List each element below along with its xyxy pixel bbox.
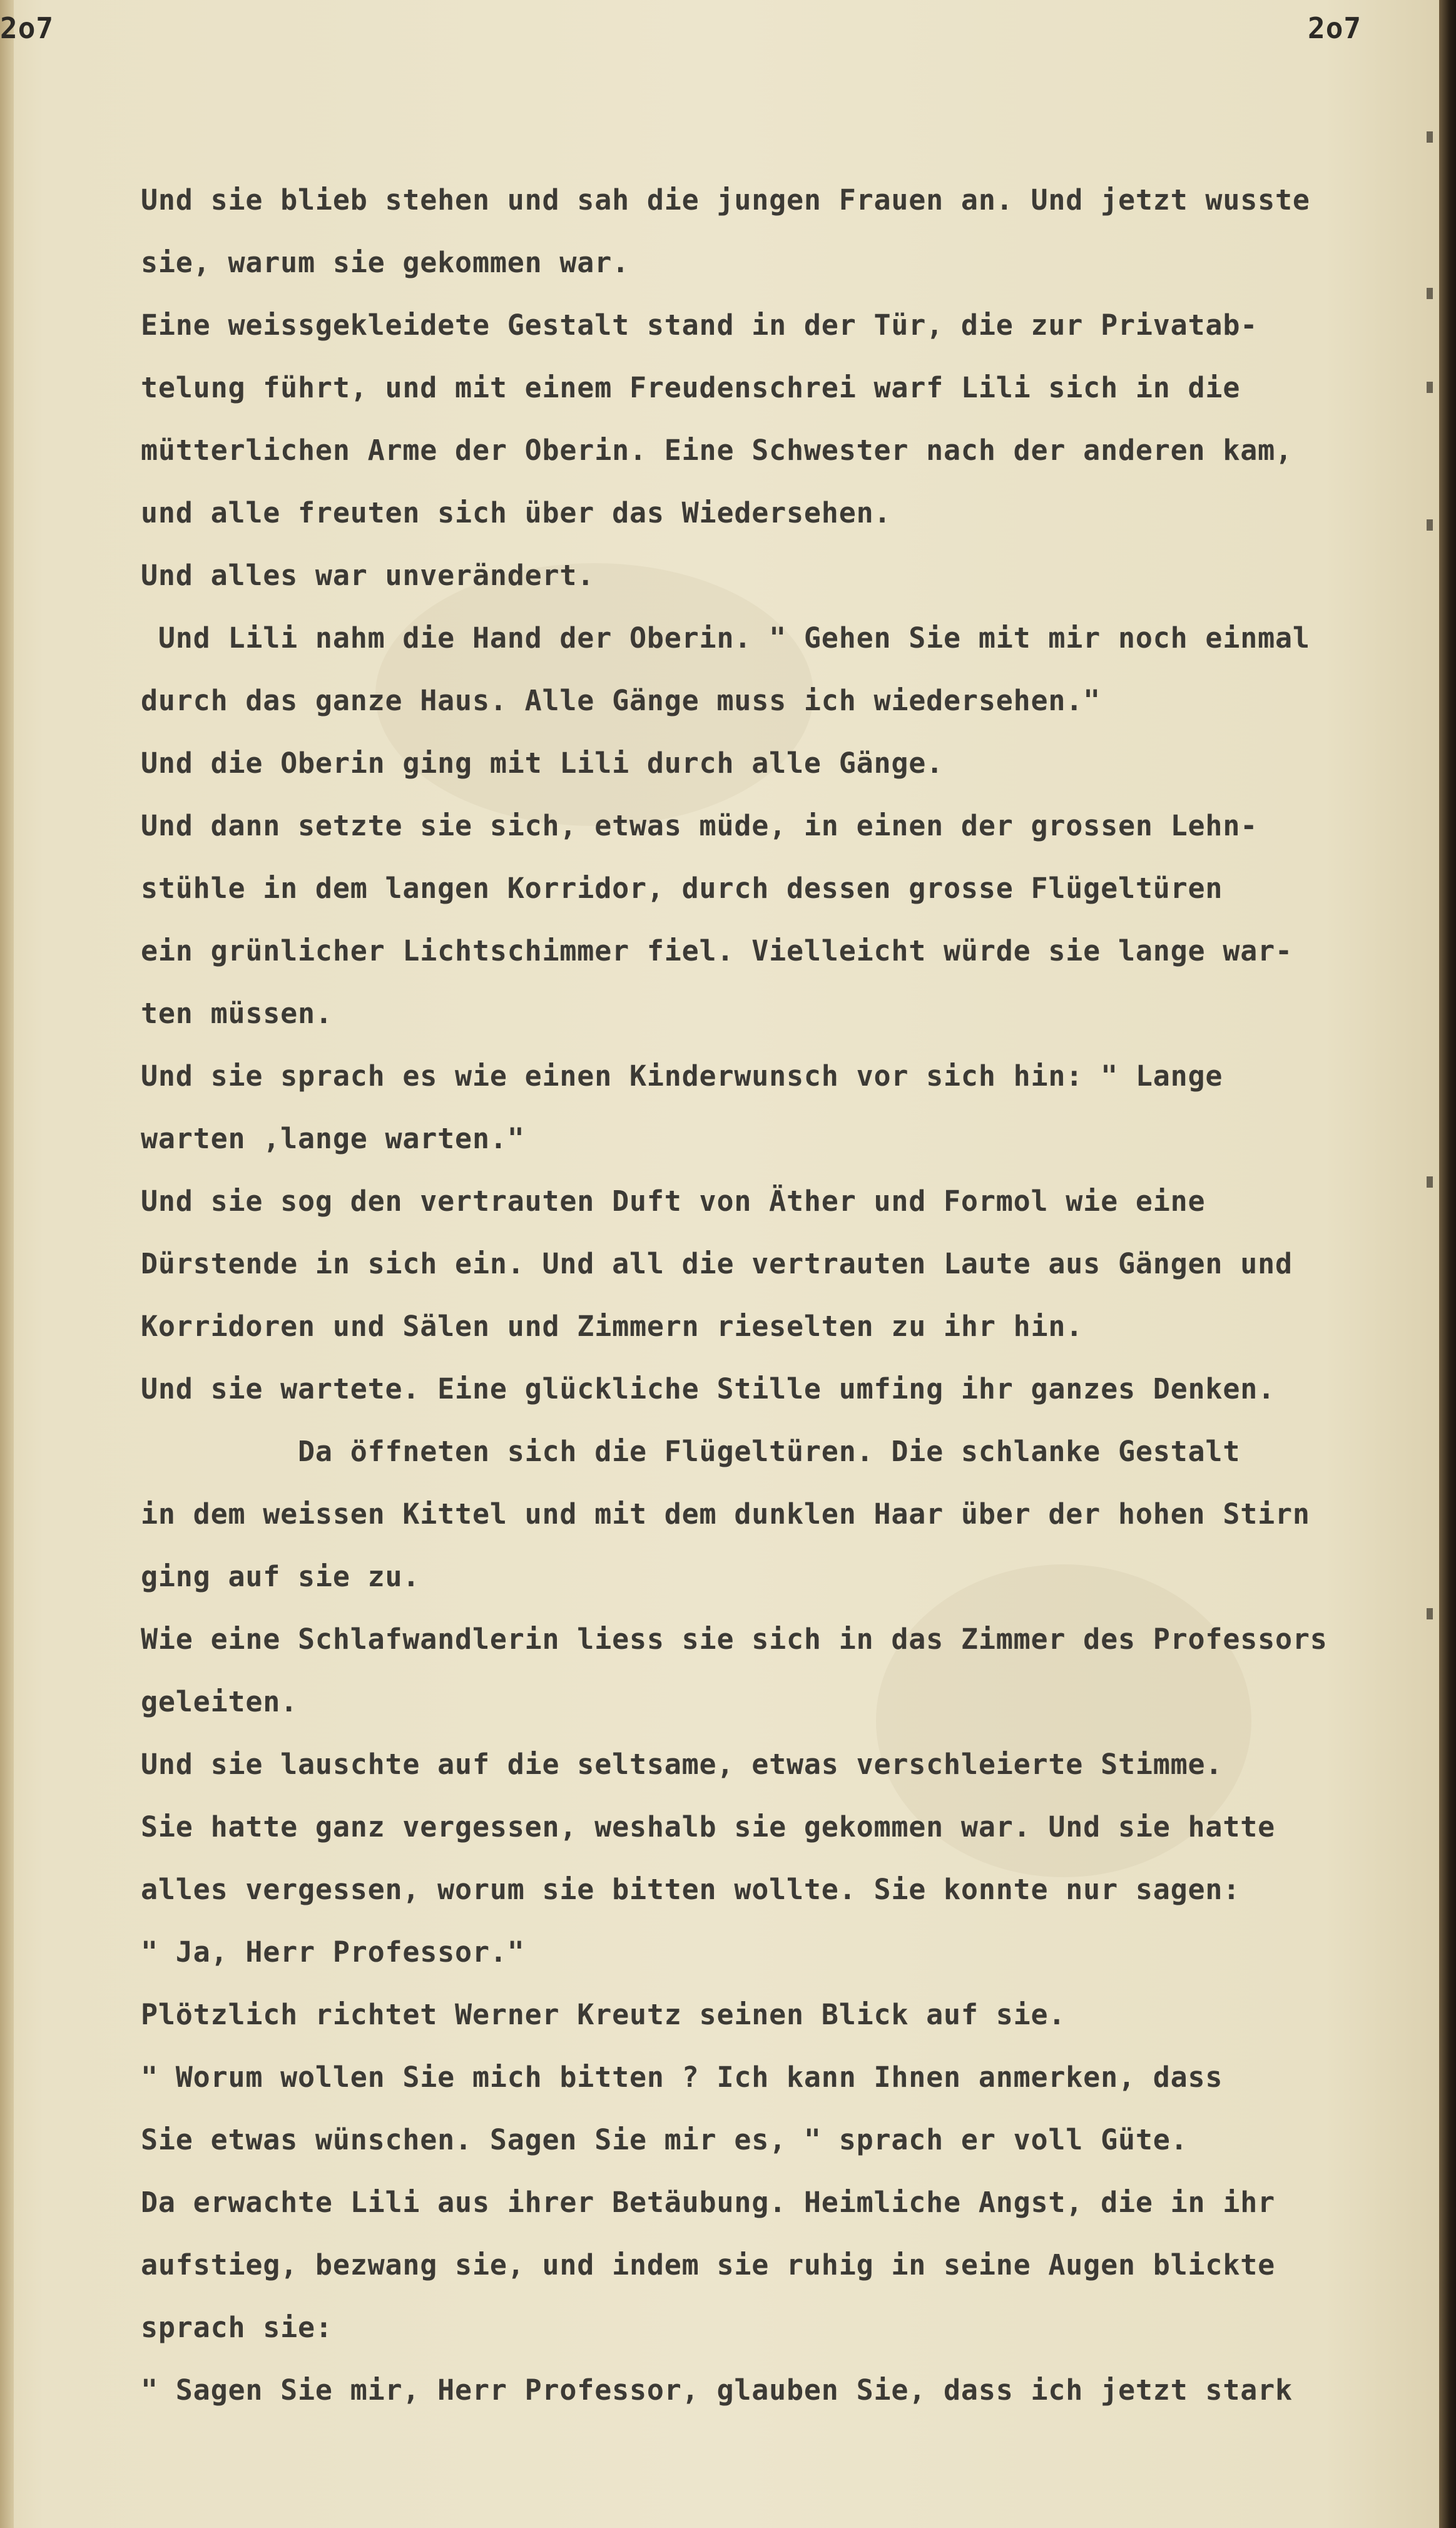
text-line: in dem weissen Kittel und mit dem dunklen Haar über der hohen Stirn [141,1497,1310,1531]
text-line: geleiten. [141,1685,298,1718]
text-line: Und sie lauschte auf die seltsame, etwas verschleierte Stimme. [141,1748,1223,1781]
text-line: ein grünlicher Lichtschimmer fiel. Vielleicht würde sie lange war- [141,934,1293,967]
page-number-right: 2o7 [1308,11,1362,45]
text-line: " Worum wollen Sie mich bitten ? Ich kann Ihnen anmerken, dass [141,2061,1223,2094]
typewritten-text [141,169,1430,2422]
text-line: Da öffneten sich die Flügeltüren. Die schlanke Gestalt [141,1435,1241,1468]
text-line: mütterlichen Arme der Oberin. Eine Schwester nach der anderen kam, [141,434,1293,467]
text-line: Eine weissgekleidete Gestalt stand in der Tür, die zur Privatab- [141,308,1258,342]
text-line: Und sie sprach es wie einen Kinderwunsch vor sich hin: " Lange [141,1059,1223,1093]
text-line: " Sagen Sie mir, Herr Professor, glauben Sie, dass ich jetzt stark [141,2373,1293,2407]
text-line: durch das ganze Haus. Alle Gänge muss ich wiedersehen." [141,684,1101,717]
text-line: Sie etwas wünschen. Sagen Sie mir es, " sprach er voll Güte. [141,2123,1188,2156]
edge-ink-mark [1427,288,1433,299]
text-line: Und dann setzte sie sich, etwas müde, in einen der grossen Lehn- [141,809,1258,842]
text-line: ten müssen. [141,997,333,1030]
text-line: alles vergessen, worum sie bitten wollte. Sie konnte nur sagen: [141,1873,1241,1906]
text-line: Da erwachte Lili aus ihrer Betäubung. Heimliche Angst, die in ihr [141,2186,1275,2219]
text-line: Dürstende in sich ein. Und all die vertrauten Laute aus Gängen und [141,1247,1293,1280]
text-line: aufstieg, bezwang sie, und indem sie ruhig in seine Augen blickte [141,2248,1275,2281]
text-line: sie, warum sie gekommen war. [141,246,629,279]
text-line: Korridoren und Sälen und Zimmern rieselten zu ihr hin. [141,1310,1084,1343]
text-line: Und Lili nahm die Hand der Oberin. " Gehen Sie mit mir noch einmal [141,621,1310,655]
text-line: und alle freuten sich über das Wiedersehen. [141,496,892,529]
text-line: Wie eine Schlafwandlerin liess sie sich in das Zimmer des Professors [141,1623,1328,1656]
binding-shadow [1439,0,1456,2528]
edge-ink-mark [1427,519,1433,531]
text-line: ging auf sie zu. [141,1560,420,1593]
edge-ink-mark [1427,1176,1433,1188]
text-line: Und alles war unverändert. [141,559,595,592]
page-left-edge [0,0,14,2528]
text-line: Und sie wartete. Eine glückliche Stille umfing ihr ganzes Denken. [141,1372,1275,1405]
text-line: stühle in dem langen Korridor, durch dessen grosse Flügeltüren [141,872,1223,905]
text-line: Und die Oberin ging mit Lili durch alle Gänge. [141,747,944,780]
edge-ink-mark [1427,382,1433,393]
text-line: " Ja, Herr Professor." [141,1935,525,1969]
text-line: Sie hatte ganz vergessen, weshalb sie gekommen war. Und sie hatte [141,1810,1275,1843]
text-line: warten ,lange warten." [141,1122,525,1155]
edge-ink-mark [1427,1608,1433,1619]
page-number-left: 2o7 [0,11,54,45]
text-line: Plötzlich richtet Werner Kreutz seinen Blick auf sie. [141,1998,1066,2031]
text-line: Und sie sog den vertrauten Duft von Äther und Formol wie eine [141,1185,1206,1218]
edge-ink-mark [1427,131,1433,143]
text-line: sprach sie: [141,2311,333,2344]
text-line: Und sie blieb stehen und sah die jungen Frauen an. Und jetzt wusste [141,183,1310,217]
text-line: telung führt, und mit einem Freudenschrei warf Lili sich in die [141,371,1241,404]
